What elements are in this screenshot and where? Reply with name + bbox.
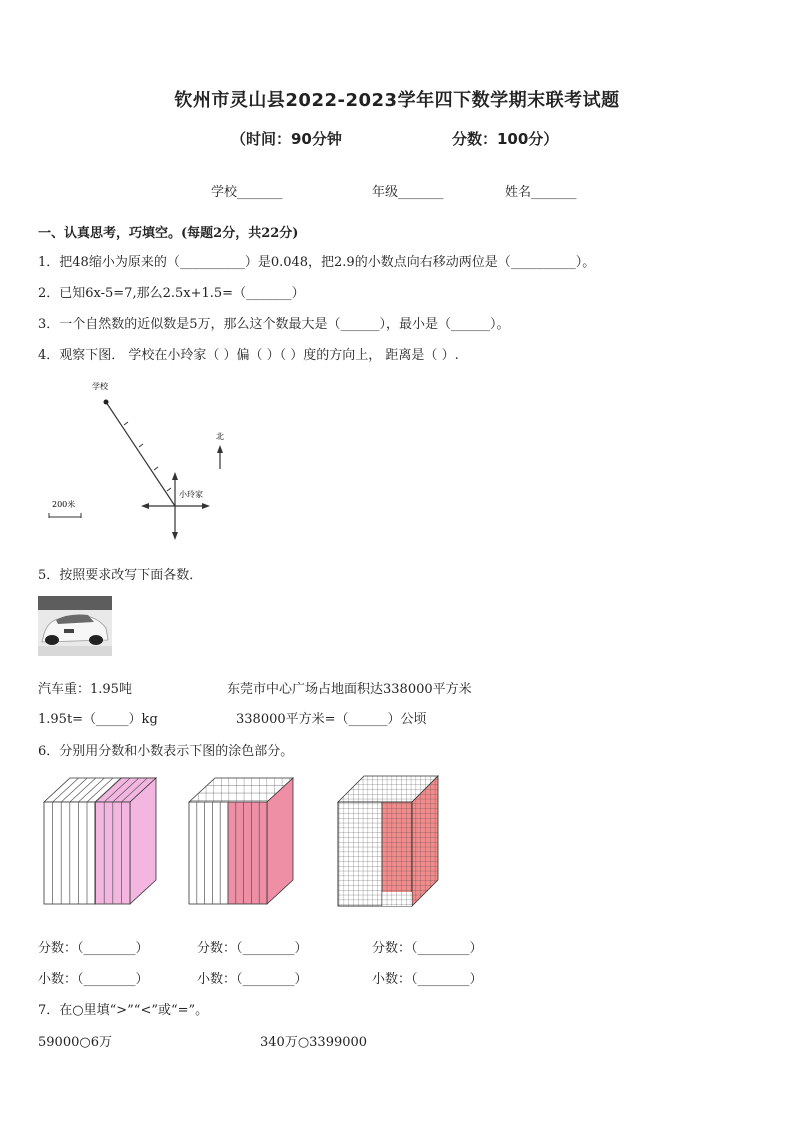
- school-point: [104, 400, 109, 405]
- cube-figure-3: [334, 770, 444, 912]
- question-3: 3．一个自然数的近似数是5万，那么这个数最大是（______），最小是（______）。: [38, 317, 510, 332]
- question-4: 4．观察下图． 学校在小玲家（ ）偏（ ）（ ）度的方向上， 距离是（ ）.: [38, 348, 459, 363]
- decimal-blank-1: 小数：（________）: [38, 972, 149, 987]
- scale-label: 200米: [52, 500, 76, 509]
- section-heading: 一、认真思考，巧填空。(每题2分，共22分): [38, 226, 299, 241]
- north-arrowhead-icon: [217, 445, 223, 453]
- home-label: 小玲家: [179, 490, 203, 499]
- conversion-1: 1.95t=（_____）kg: [38, 712, 158, 727]
- compare-1: 59000○6万: [38, 1035, 112, 1050]
- decimal-blank-2: 小数：（________）: [197, 972, 308, 987]
- cube-figure-1: [38, 770, 158, 912]
- direction-map-figure: [36, 376, 256, 546]
- question-6: 6．分别用分数和小数表示下图的涂色部分。: [38, 744, 294, 759]
- question-1: 1．把48缩小为原来的（__________）是0.048，把2.9的小数点向右移动两位是（__________）。: [38, 255, 596, 270]
- exam-score: 分数：100分）: [452, 130, 559, 148]
- compare-2: 340万○3399000: [260, 1035, 368, 1050]
- exam-time: （时间：90分钟: [231, 130, 342, 148]
- school-field: 学校_______: [211, 185, 283, 200]
- fraction-blank-1: 分数：（________）: [38, 941, 149, 956]
- plaza-area: 东莞市中心广场占地面积达338000平方米: [227, 682, 472, 697]
- question-7: 7．在○里填“>”“<”或“=”。: [38, 1003, 209, 1018]
- conversion-2: 338000平方米=（______）公顷: [236, 712, 427, 727]
- car-image: [38, 596, 112, 656]
- name-field: 姓名_______: [505, 185, 577, 200]
- page-title: 钦州市灵山县2022-2023学年四下数学期末联考试题: [174, 90, 620, 111]
- grade-field: 年级_______: [372, 185, 444, 200]
- fraction-blank-2: 分数：（________）: [197, 941, 308, 956]
- axis-north-arrow: [172, 472, 178, 480]
- decimal-blank-3: 小数：（________）: [372, 972, 483, 987]
- question-2: 2．已知6x-5=7,那么2.5x+1.5=（_______）: [38, 286, 305, 301]
- north-label: 北: [216, 432, 224, 441]
- distance-ticks: [124, 422, 171, 491]
- fraction-blank-3: 分数：（________）: [372, 941, 483, 956]
- school-home-line: [106, 402, 175, 506]
- car-weight: 汽车重：1.95吨: [38, 682, 132, 697]
- question-5: 5．按照要求改写下面各数．: [38, 568, 203, 583]
- school-label: 学校: [92, 382, 108, 391]
- cube-figure-2: [183, 770, 303, 912]
- axis-west-arrow: [141, 503, 149, 509]
- axis-south-arrow: [172, 532, 178, 540]
- axis-east-arrow: [202, 503, 210, 509]
